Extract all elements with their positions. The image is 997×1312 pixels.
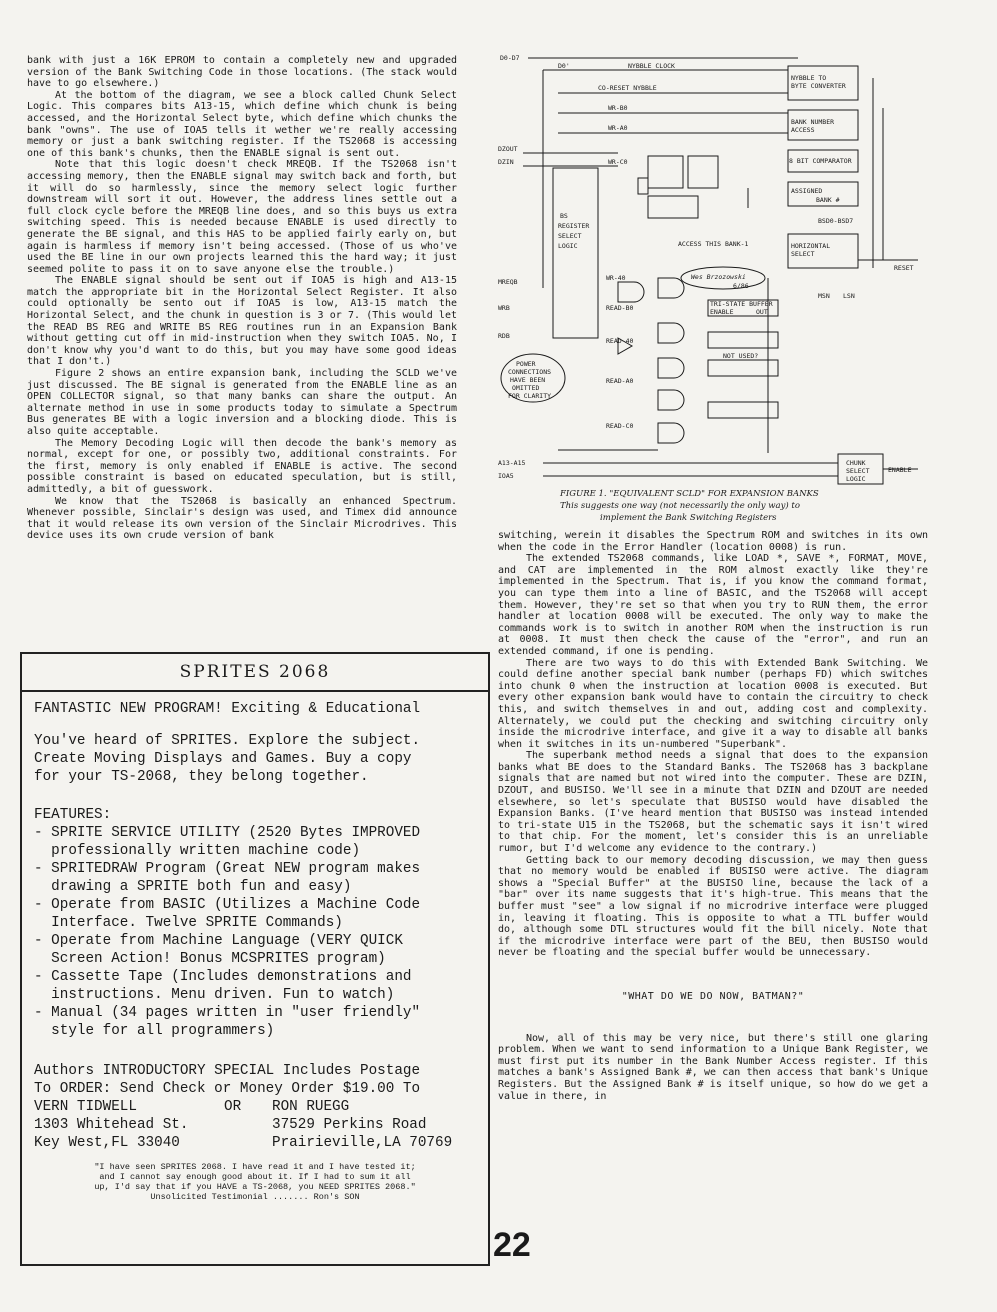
label-d0d7: D0-D7 xyxy=(500,54,520,62)
label-dzout: DZOUT xyxy=(498,145,518,153)
address-or: OR xyxy=(224,1099,242,1115)
label-rdb: RDB xyxy=(498,332,510,340)
label-bs: BS xyxy=(560,212,568,220)
ad-intro-line: You've heard of SPRITES. Explore the subject. xyxy=(34,733,421,749)
ad-feature-line: drawing a SPRITE both fun and easy) xyxy=(34,879,352,895)
label-bs-4: LOGIC xyxy=(558,242,578,250)
label-access: ACCESS THIS BANK-1 xyxy=(678,240,749,248)
paragraph: The ENABLE signal should be sent out if IOA5 is high and A13-15 match the appropriate bit in the Horizontal Select Register. It also could optionally be sento out if IOA5 is low, A13-15 match the Horizontal Select, and the chunk in question is 3 or 7. (This would let the READ BS REG and WRITE BS REG routines run in an Expansion Bank without getting cut off in mid-instruction when they switch IOA5. No, I don't know why you'd want to do this, but you may have some good ideas that I don't.) xyxy=(27,275,457,368)
label-wr-b0: WR-B0 xyxy=(608,104,628,112)
caption-line: FIGURE 1. "EQUIVALENT SCLD" FOR EXPANSION BANKS xyxy=(560,489,819,499)
ad-order-line: To ORDER: Send Check or Money Order $19.00 To xyxy=(34,1081,421,1097)
caption-line: This suggests one way (not necessarily the only way) to xyxy=(560,501,800,511)
label-chunk: CHUNK xyxy=(846,459,866,467)
ad-feature-line: Screen Action! Bonus MCSPRITES program) xyxy=(34,951,386,967)
right-article-column xyxy=(498,530,928,1102)
paragraph: switching, werein it disables the Spectrum ROM and switches in its own when the code in the Error Handler (location 0008) is run. xyxy=(498,530,928,553)
label-read-b0: READ-B0 xyxy=(606,304,634,312)
paragraph: Now, all of this may be very nice, but there's still one glaring problem. When we want to send information to a Unique Bank Register, we must first put its number in the Bank Number Access register. If this matches a bank's Assigned Bank #, we can then access that bank's Unique Registers. But the Assigned Bank # is itself unique, so how do we get a value in there, in xyxy=(498,1032,928,1102)
ad-tagline: FANTASTIC NEW PROGRAM! Exciting & Educational xyxy=(34,701,421,717)
label-nybble-conv: NYBBLE TO xyxy=(791,74,827,82)
paragraph: The superbank method needs a signal that does to the expansion banks what BE does to the Standard Banks. The TS2068 has 3 backplane signals that are named but not wired into the computer. These are DZIN, DZOUT, and BUSISO. We'll see in a minute that DZIN and DZOUT are needed elsewhere, so let's speculate that BUSISO would have disabled the Expansion Banks. (I've heard mention that BUSISO was instead intended to tri-state U15 in the TS2068, but the schematic says it isn't wired to that chip. For the moment, let's consider this is an unreliable rumor, but I'd welcome any evidence to the contrary.) xyxy=(498,750,928,855)
ad-feature-line: - Operate from Machine Language (VERY QUICK xyxy=(34,933,403,949)
label-read-c0: READ-C0 xyxy=(606,422,634,430)
label-assigned-2: BANK # xyxy=(816,196,840,204)
label-power-3: HAVE BEEN xyxy=(510,376,546,384)
ad-features-title: FEATURES: xyxy=(34,807,112,823)
ad-feature-line: instructions. Menu driven. Fun to watch) xyxy=(34,987,395,1003)
address-line: 1303 Whitehead St. xyxy=(34,1117,189,1133)
address-line: Prairieville,LA 70769 xyxy=(272,1135,453,1151)
label-a13: A13-A15 xyxy=(498,459,526,467)
testimonial-line: "I have seen SPRITES 2068. I have read it and I have tested it; xyxy=(94,1162,416,1172)
paragraph: The extended TS2068 commands, like LOAD *, SAVE *, FORMAT, MOVE, and CAT are implemented in the ROM almost exactly like they're implemented in the Spectrum. That is, if you know the command format, you can type them into a line of BASIC, and the TS2068 will accept them. However, they're set so that when you try to RUN them, the error handler at location 0008 will be executed. The only way to make the commands work is to switch in another ROM when the instruction is run at 0008. It must then check the cause of the "error", and run an extended command, if one is pending. xyxy=(498,553,928,657)
ad-intro-line: Create Moving Displays and Games. Buy a copy xyxy=(34,751,412,767)
label-comparator: 8 BIT COMPARATOR xyxy=(789,157,852,165)
label-read-a0: READ-A0 xyxy=(606,377,634,385)
label-d0p: D0' xyxy=(558,62,570,70)
ad-order-line: Authors INTRODUCTORY SPECIAL Includes Postage xyxy=(34,1063,421,1079)
address-line: VERN TIDWELL xyxy=(34,1099,137,1115)
label-enable: ENABLE xyxy=(710,308,734,316)
ad-feature-line: Interface. Twelve SPRITE Commands) xyxy=(34,915,343,931)
label-power-5: FOR CLARITY xyxy=(508,392,552,400)
ad-intro-line: for your TS-2068, they belong together. xyxy=(34,769,369,785)
paragraph: At the bottom of the diagram, we see a block called Chunk Select Logic. This compares bits A13-15, which define which chunk is being accessed, and the Horizontal Select byte, which define which chunks the bank "owns". The use of IOA5 tells it wether we're really accessing memory or just a bank switching register. If the TS2068 is accessing one of this bank's chunks, then the ENABLE signal is sent out. xyxy=(27,89,457,159)
ad-addresses xyxy=(34,1098,476,1152)
label-tristate: TRI-STATE BUFFER xyxy=(710,300,773,308)
testimonial-line: up, I'd say that if you HAVE a TS-2068, you NEED SPRITES 2068." xyxy=(94,1182,416,1192)
left-article-column xyxy=(27,55,457,542)
ad-testimonial xyxy=(34,1162,476,1202)
label-out: OUT xyxy=(756,308,768,316)
label-bank-number: BANK NUMBER xyxy=(791,118,835,126)
label-enable-out: ENABLE xyxy=(888,466,912,474)
label-msn: MSN xyxy=(818,292,830,300)
address-line: RON RUEGG xyxy=(272,1099,350,1115)
ad-feature-line: - SPRITEDRAW Program (Great NEW program makes xyxy=(34,861,421,877)
schematic-figure xyxy=(498,48,938,528)
address-line: Key West,FL 33040 xyxy=(34,1135,180,1151)
label-lsn: LSN xyxy=(843,292,855,300)
paragraph: We know that the TS2068 is basically an enhanced Spectrum. Whenever possible, Sinclair's design was used, and Timex did announce that it would release its own version of the Sinclair Microdrives. This device uses its own crude version of bank xyxy=(27,495,457,542)
ad-feature-line: - Operate from BASIC (Utilizes a Machine Code xyxy=(34,897,421,913)
label-bank-number-2: ACCESS xyxy=(791,126,815,134)
label-mreqb: MREQB xyxy=(498,278,518,286)
address-line: 37529 Perkins Road xyxy=(272,1117,427,1133)
paragraph: Getting back to our memory decoding discussion, we may then guess that no memory would be enabled if BUSISO were active. The diagram shows a "Special Buffer" at the BUSISO line, because the lack of a "bar" over its name suggests that it's high-true. This means that the buffer must "see" a low signal if no microdrive interface were plugged in, leaving it floating. This is opposite to what a TTL buffer would do, although some DTL structures would fit the bill nicely. Note that if the microdrive interface were part of the BEU, then BUSISO would never be floating and the special buffer would be unnecessary. xyxy=(498,854,928,959)
paragraph: bank with just a 16K EPROM to contain a completely new and upgraded version of the Bank Switching Code in those locations. (The stack would have to go elsewhere.) xyxy=(27,55,457,90)
label-chunk-3: LOGIC xyxy=(846,475,866,483)
label-co-reset: CO-RESET NYBBLE xyxy=(598,84,657,92)
testimonial-line: Unsolicited Testimonial ....... Ron's SON xyxy=(150,1192,360,1202)
ad-feature-line: - Cassette Tape (Includes demonstrations and xyxy=(34,969,412,985)
label-dzin: DZIN xyxy=(498,158,514,166)
ad-title: SPRITES 2068 xyxy=(22,662,488,692)
label-wr-c0: WR-C0 xyxy=(608,158,628,166)
signature: Wes Brzozowski xyxy=(691,273,746,281)
label-reset: RESET xyxy=(894,264,914,272)
page-number: 22 xyxy=(493,1226,531,1264)
label-ioa5: IOA5 xyxy=(498,472,514,480)
paragraph: There are two ways to do this with Extended Bank Switching. We could define another special bank number (perhaps FD) which switches into chunk 0 when the instruction at location 0008 is executed. But every other expansion bank would have to contain the circuitry to check this, and switch themselves in and out, adding cost and complexity. Alternately, we could put the checking and switching circuitry only inside the microdrive interface, and give it a way to disable all banks when it switches in its un-numbered "Superbank". xyxy=(498,657,928,750)
label-assigned: ASSIGNED xyxy=(791,187,823,195)
label-wr-a0: WR-A0 xyxy=(608,124,628,132)
label-power-4: OMITTED xyxy=(512,384,540,392)
testimonial-line: and I cannot say enough good about it. If I had to sum it all xyxy=(99,1172,411,1182)
label-power-2: CONNECTIONS xyxy=(508,368,552,376)
label-horiz: HORIZONTAL xyxy=(791,242,831,250)
label-wr-40: WR-40 xyxy=(606,274,626,282)
figure-caption xyxy=(560,488,860,524)
ad-feature-line: - SPRITE SERVICE UTILITY (2520 Bytes IMPROVED xyxy=(34,825,421,841)
label-bs-2: REGISTER xyxy=(558,222,590,230)
label-bs-3: SELECT xyxy=(558,232,582,240)
label-horiz-2: SELECT xyxy=(791,250,815,258)
signature-date: 6/86 xyxy=(733,282,749,290)
ad-feature-line: - Manual (34 pages written in "user friendly" xyxy=(34,1005,421,1021)
caption-line: implement the Bank Switching Registers xyxy=(600,513,777,523)
label-wrb: WRB xyxy=(498,304,510,312)
label-chunk-2: SELECT xyxy=(846,467,870,475)
label-not-used: NOT USED? xyxy=(723,352,759,360)
paragraph: The Memory Decoding Logic will then decode the bank's memory as normal, except for one, or possibly two, additional constraints. For the first, memory is only enabled if ENABLE is active. The second possible constraint is based on educated speculation, but is still, admittedly, a bit of guesswork. xyxy=(27,437,457,495)
ad-feature-line: style for all programmers) xyxy=(34,1023,275,1039)
label-nybble-conv-2: BYTE CONVERTER xyxy=(791,82,846,90)
paragraph: Note that this logic doesn't check MREQB. If the TS2068 isn't accessing memory, then the ENABLE signal may switch back and forth, but it will do so harmlessly, since the memory select logic further downstream will sort it out. However, the address lines settle out a full clock cycle before the MREQB line does, and so this buys us extra switching speed. This is needed because ENABLE is used directly to generate the BE signal, and this HAS to be applied fairly early on, but again is harmless if memory isn't being accessed. (Those of us who've used the BE line in our own projects learned this the hard way; it just seemed polite to pass it on to save anyone else the trouble.) xyxy=(27,159,457,275)
label-nybble-clock: NYBBLE CLOCK xyxy=(628,62,675,70)
label-power: POWER xyxy=(516,360,536,368)
ad-feature-line: professionally written machine code) xyxy=(34,843,361,859)
label-bsd: BSD0-BSD7 xyxy=(818,217,854,225)
sprites-advertisement xyxy=(20,652,490,1266)
paragraph: Figure 2 shows an entire expansion bank, including the SCLD we've just discussed. The BE signal is generated from the ENABLE line as an OPEN COLLECTOR signal, so that many banks can share the output. An alternate method in use in some products today to simulate a Spectrum Bus generates BE with a logic inversion and a blocking diode. This is also quite acceptable. xyxy=(27,368,457,437)
label-read-40: READ-40 xyxy=(606,337,634,345)
section-heading: "WHAT DO WE DO NOW, BATMAN?" xyxy=(621,990,805,1002)
